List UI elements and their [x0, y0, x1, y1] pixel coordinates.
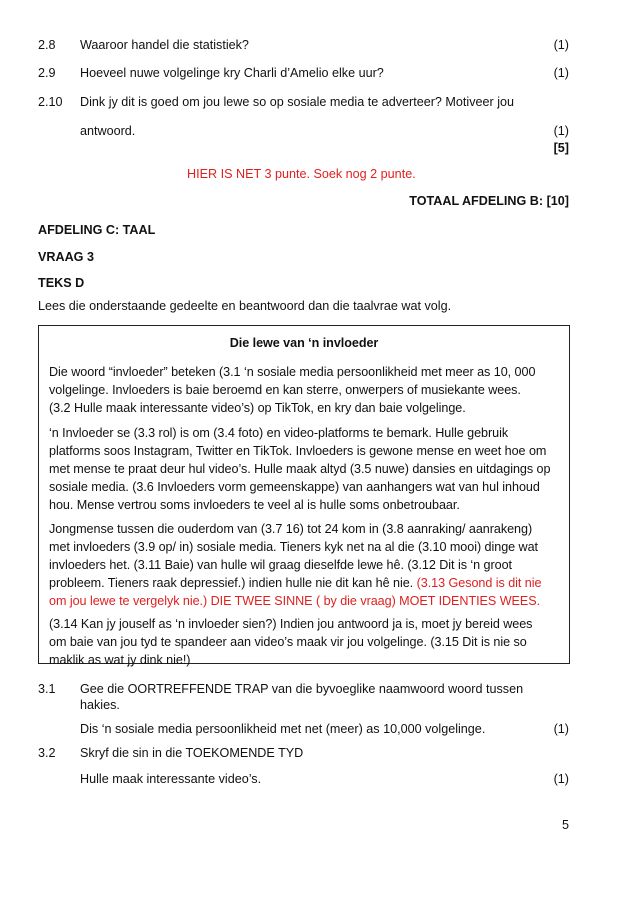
paragraph-text: probleem. Tieners raak depressief.) indien hulle nie dit kan hê nie. [49, 576, 417, 590]
paragraph-line: (3.2 Hulle maak interessante video’s) op TikTok, en kry dan baie volgelinge. [49, 401, 466, 415]
question-sentence: Dis ‘n sosiale media persoonlikheid met net (meer) as 10,000 volgelinge. [80, 722, 486, 736]
question-sentence: Hulle maak interessante video’s. [80, 772, 262, 786]
question-number: 2.10 [38, 95, 63, 109]
paragraph-line [49, 576, 541, 590]
paragraph-line: met invloeders (3.9 op/ in) sosiale media. Tieners kyk net na al die (3.10 mooi) dinge wat [49, 540, 539, 554]
text-heading: TEKS D [38, 276, 85, 290]
red-annotation-line: om jou lewe te vergelyk nie.) DIE TWEE SINNE ( by die vraag) MOET IDENTIES WEES. [49, 594, 541, 608]
question-mark: (1) [553, 66, 569, 80]
box-title: Die lewe van ‘n invloeder [229, 336, 379, 350]
paragraph-line: platforms soos Instagram, Twitter en TikTok. Invloeders is gewone mense en weet hoe om [49, 444, 547, 458]
question-total-mark: [5] [553, 141, 569, 155]
question-mark: (1) [553, 38, 569, 52]
question-number: 2.9 [38, 66, 56, 80]
paragraph-line: hou. Mense vertrou soms invloeders te veel al is hulle soms onbetroubaar. [49, 498, 460, 512]
paragraph-line: invloeders het. (3.11 Baie) van hulle wil graag dieselfde lewe hê. (3.12 Dit is ‘n groot [49, 558, 512, 572]
reading-text-box [38, 325, 570, 667]
instruction: Lees die onderstaande gedeelte en beantwoord dan die taalvrae wat volg. [38, 299, 452, 313]
question-mark: (1) [553, 722, 569, 736]
question-number: 3.1 [38, 682, 56, 696]
question-text: Waaroor handel die statistiek? [80, 38, 249, 52]
red-teacher-note: HIER IS NET 3 punte. Soek nog 2 punte. [187, 167, 416, 181]
paragraph-line: Jongmense tussen die ouderdom van (3.7 16) tot 24 kom in (3.8 aanraking/ aanrakeng) [49, 522, 533, 536]
question-heading: VRAAG 3 [38, 250, 94, 264]
question-number: 3.2 [38, 746, 56, 760]
paragraph-line: (3.14 Kan jy jouself as ‘n invloeder sien?) Indien jou antwoord ja is, moet jy bereid wees [49, 617, 533, 631]
paragraph-line: ‘n Invloeder se (3.3 rol) is om (3.4 foto) en video-platforms te bemark. Hulle gebruik [49, 426, 509, 440]
question-text: Dink jy dit is goed om jou lewe so op sosiale media te adverteer? Motiveer jou [80, 95, 515, 109]
question-text: Skryf die sin in die TOEKOMENDE TYD [80, 746, 304, 760]
paragraph-line: sosiale media. (3.6 Invloeders vorm gemeenskappe) van aanhangers wat van hul inhoud [49, 480, 540, 494]
question-text-continued: hakies. [80, 698, 120, 712]
paragraph-line: maklik as wat jy dink nie!) [49, 653, 191, 667]
question-text: Gee die OORTREFFENDE TRAP van die byvoeglike naamwoord woord tussen [80, 682, 524, 696]
question-mark: (1) [553, 772, 569, 786]
paragraph-line: om baie van jou tyd te spandeer aan video’s maak vir jou volgelinge. (3.15 Dit is nie so [49, 635, 527, 649]
question-mark: (1) [553, 124, 569, 138]
page-number: 5 [561, 818, 569, 832]
paragraph-line: Die woord “invloeder” beteken (3.1 ‘n sosiale media persoonlikheid met meer as 10, 000 [49, 365, 536, 379]
question-number: 2.8 [38, 38, 56, 52]
question-text-continued: antwoord. [80, 124, 136, 138]
paragraph-line: met mense te praat deur hul video’s. Hulle maak altyd (3.5 nuwe) dansies en uitdagings op [49, 462, 551, 476]
question-text: Hoeveel nuwe volgelinge kry Charli d’Amelio elke uur? [80, 66, 384, 80]
red-annotation: (3.13 Gesond is dit nie [416, 576, 542, 590]
section-heading: AFDELING C: TAAL [38, 223, 156, 237]
section-total: TOTAAL AFDELING B: [10] [409, 194, 569, 208]
paragraph-line: volgelinge. Invloeders is baie beroemd en kan sterre, onwerpers of musiekante wees. [49, 383, 521, 397]
